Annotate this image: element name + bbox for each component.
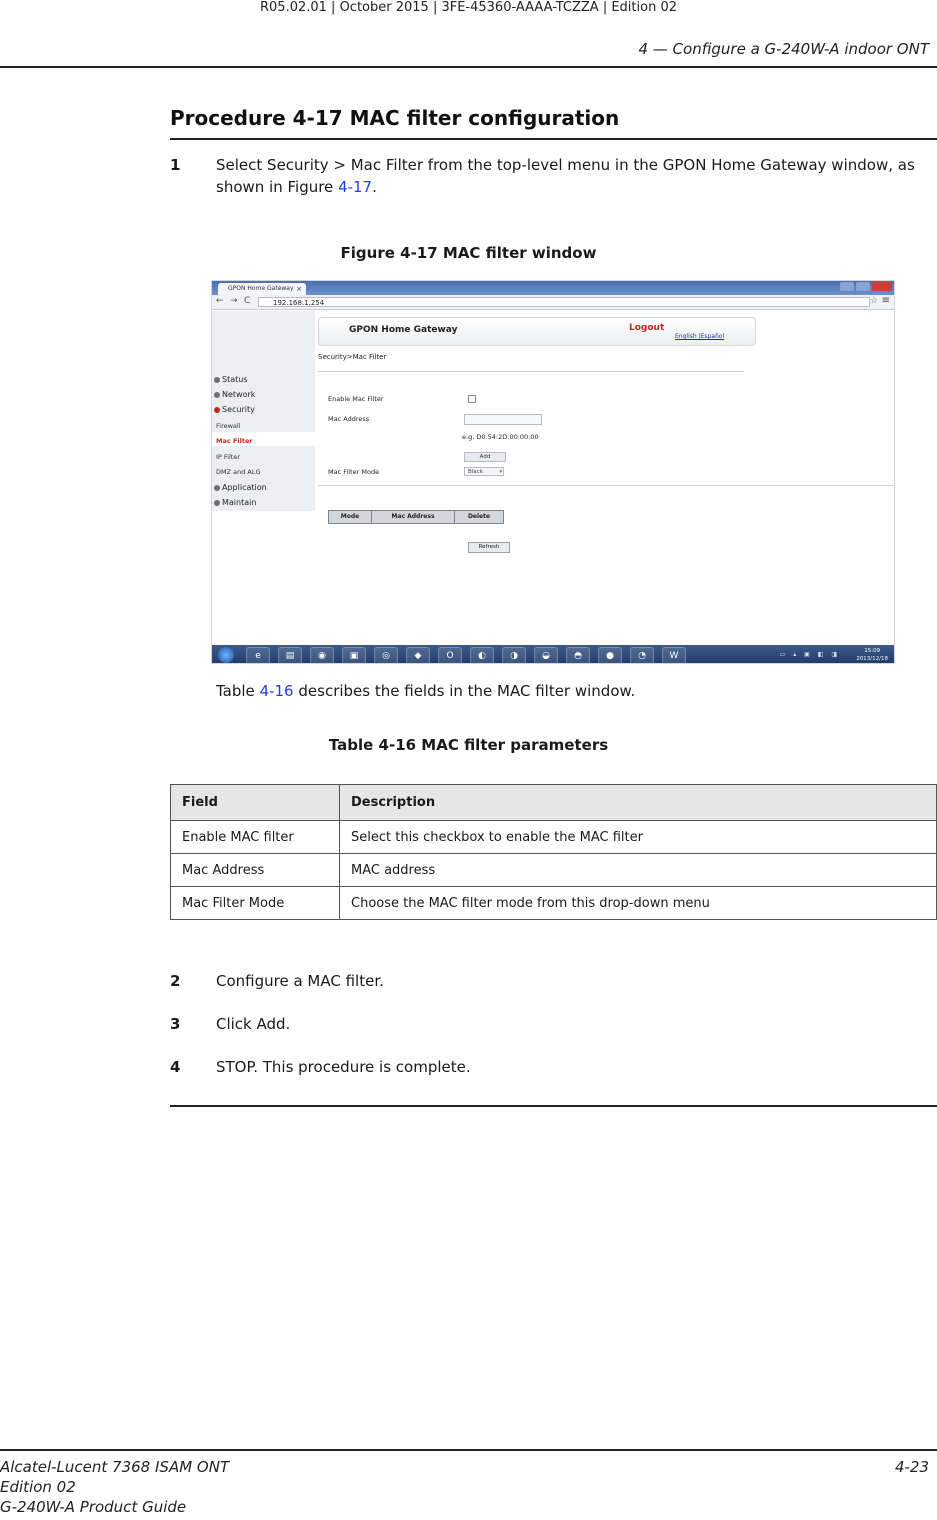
bullet-icon (214, 500, 220, 506)
bullet-icon (214, 377, 220, 383)
figure-link[interactable]: 4-17 (338, 178, 373, 196)
sidebar-item-network[interactable] (214, 390, 255, 399)
window-close-icon[interactable] (872, 282, 892, 291)
table-cell-field: Mac Address (171, 854, 340, 887)
ie-icon[interactable]: e (246, 647, 270, 664)
table-cell-description: MAC address (340, 854, 937, 887)
figure-screenshot (211, 280, 895, 664)
app-icon[interactable]: ● (598, 647, 622, 664)
browser-tab[interactable] (218, 283, 306, 295)
app-icon[interactable]: ◒ (534, 647, 558, 664)
notes-icon[interactable]: ◆ (406, 647, 430, 664)
gateway-header (318, 317, 756, 346)
outlook-icon[interactable]: O (438, 647, 462, 664)
mac-address-input[interactable] (464, 414, 542, 425)
language-links[interactable]: English |Español (675, 333, 725, 340)
sidebar-item-label: Network (222, 390, 256, 399)
step-number: 2 (170, 972, 181, 990)
chapter-title: 4 — Configure a G-240W-A indoor ONT (638, 40, 929, 58)
form-divider (318, 485, 895, 486)
column-header-delete: Delete (455, 511, 503, 523)
browser-tab-strip (212, 281, 895, 295)
gateway-title: GPON Home Gateway (349, 325, 458, 335)
footer-product: Alcatel-Lucent 7368 ISAM ONT (0, 1458, 230, 1476)
app-icon[interactable]: ◑ (502, 647, 526, 664)
sidebar-subitem-dmz-alg[interactable]: DMZ and ALG (216, 468, 261, 476)
chevron-down-icon: ▾ (499, 469, 502, 475)
logout-link[interactable]: Logout (629, 323, 665, 333)
bookmark-star-icon[interactable]: ☆ (869, 296, 878, 306)
step-text (216, 154, 936, 198)
table-row (171, 887, 937, 920)
table-cell-description: Choose the MAC filter mode from this drop-down menu (340, 887, 937, 920)
tab-title: GPON Home Gateway (228, 285, 294, 292)
reload-icon[interactable]: C (244, 296, 251, 306)
step-number: 1 (170, 156, 181, 174)
mac-address-label: Mac Address (328, 415, 370, 423)
url-field[interactable]: 192.168.1.254 (258, 297, 870, 307)
add-button[interactable]: Add (464, 452, 506, 462)
mac-filter-table-header (328, 510, 504, 524)
footer-guide: G-240W-A Product Guide (0, 1498, 187, 1516)
intro-text-part: Table (216, 682, 260, 700)
bullet-icon (214, 485, 220, 491)
close-icon[interactable]: × (296, 285, 302, 293)
step-number: 3 (170, 1015, 181, 1033)
step-text: STOP. This procedure is complete. (216, 1058, 471, 1076)
sidebar-item-application[interactable] (214, 483, 267, 492)
gateway-sidebar (212, 311, 315, 511)
mac-filter-mode-select[interactable] (464, 467, 504, 476)
step-text-part: . (372, 178, 377, 196)
word-icon[interactable]: W (662, 647, 686, 664)
chrome-icon[interactable]: ◎ (374, 647, 398, 664)
table-row (171, 821, 937, 854)
step-text: Click Add. (216, 1015, 291, 1033)
taskbar-clock[interactable] (856, 647, 888, 663)
procedure-end-divider (170, 1105, 937, 1107)
procedure-divider (170, 138, 937, 140)
app-icon[interactable]: ◓ (566, 647, 590, 664)
step-text-part: Select Security > Mac Filter from the top-level menu in the GPON Home Gateway window, as shown in Figure (216, 156, 915, 196)
firefox-icon[interactable]: ◉ (310, 647, 334, 664)
column-header-field: Field (171, 785, 340, 821)
table-cell-description: Select this checkbox to enable the MAC filter (340, 821, 937, 854)
table-cell-field: Mac Filter Mode (171, 887, 340, 920)
sidebar-item-label: Maintain (222, 498, 257, 507)
table-cell-field: Enable MAC filter (171, 821, 340, 854)
figure-caption: Figure 4-17 MAC filter window (340, 244, 597, 262)
enable-mac-filter-label: Enable Mac Filter (328, 395, 384, 403)
document-meta: R05.02.01 | October 2015 | 3FE-45360-AAAA-TCZZA | Edition 02 (260, 0, 677, 15)
table-header-row (171, 785, 937, 821)
step-text: Configure a MAC filter. (216, 972, 384, 990)
mac-example-text: e.g. D0:54:2D:00:00:00 (462, 433, 539, 441)
windows-taskbar (212, 645, 895, 664)
table-link[interactable]: 4-16 (259, 682, 294, 700)
procedure-title: Procedure 4-17 MAC filter configuration (170, 106, 620, 130)
bullet-icon-red (214, 407, 220, 413)
column-header-mac-address: Mac Address (372, 511, 455, 523)
app-icon[interactable]: ◐ (470, 647, 494, 664)
maximize-icon[interactable] (856, 282, 870, 291)
footer-divider (0, 1449, 937, 1451)
breadcrumb: Security>Mac Filter (318, 353, 387, 361)
clock-date: 2013/12/18 (856, 656, 888, 662)
sidebar-item-maintain[interactable] (214, 498, 256, 507)
enable-mac-filter-checkbox[interactable] (468, 395, 476, 403)
app-icon[interactable]: ◔ (630, 647, 654, 664)
breadcrumb-divider (318, 371, 744, 372)
back-icon[interactable]: ← (216, 296, 224, 306)
parameters-table (170, 784, 937, 920)
mode-select-value: Black (468, 469, 483, 475)
window-controls (840, 282, 892, 291)
sidebar-subitem-firewall[interactable]: Firewall (216, 422, 241, 430)
footer-left (0, 1457, 229, 1517)
start-button-icon[interactable] (218, 647, 234, 663)
intro-text-part: describes the fields in the MAC filter window. (293, 682, 636, 700)
column-header-mode: Mode (329, 511, 372, 523)
mac-filter-mode-label: Mac Filter Mode (328, 468, 380, 476)
bullet-icon (214, 392, 220, 398)
sidebar-item-label: Status (222, 375, 248, 384)
sidebar-item-label: Security (222, 405, 255, 414)
address-bar (212, 295, 895, 310)
table-caption: Table 4-16 MAC filter parameters (328, 736, 609, 754)
clock-time: 15:09 (864, 648, 881, 654)
sidebar-item-status[interactable] (214, 375, 248, 384)
app-icon[interactable]: ▣ (342, 647, 366, 664)
menu-icon[interactable]: ≡ (881, 295, 890, 306)
header-divider (0, 66, 937, 68)
forward-icon[interactable]: → (230, 296, 238, 306)
step-number: 4 (170, 1058, 181, 1076)
folder-icon[interactable]: ▤ (278, 647, 302, 664)
page-number: 4-23 (894, 1458, 929, 1476)
system-tray: ▭ ▴ ▣ ◧ ◨ (779, 651, 840, 658)
sidebar-subitem-ip-filter[interactable]: IP Filter (216, 453, 241, 461)
refresh-button[interactable]: Refresh (468, 542, 510, 553)
minimize-icon[interactable] (840, 282, 854, 291)
column-header-description: Description (340, 785, 937, 821)
sidebar-item-security[interactable] (214, 405, 255, 414)
sidebar-subitem-mac-filter[interactable]: Mac Filter (216, 437, 253, 445)
table-intro-text (216, 680, 936, 702)
footer-edition: Edition 02 (0, 1478, 76, 1496)
sidebar-item-label: Application (222, 483, 267, 492)
table-row (171, 854, 937, 887)
